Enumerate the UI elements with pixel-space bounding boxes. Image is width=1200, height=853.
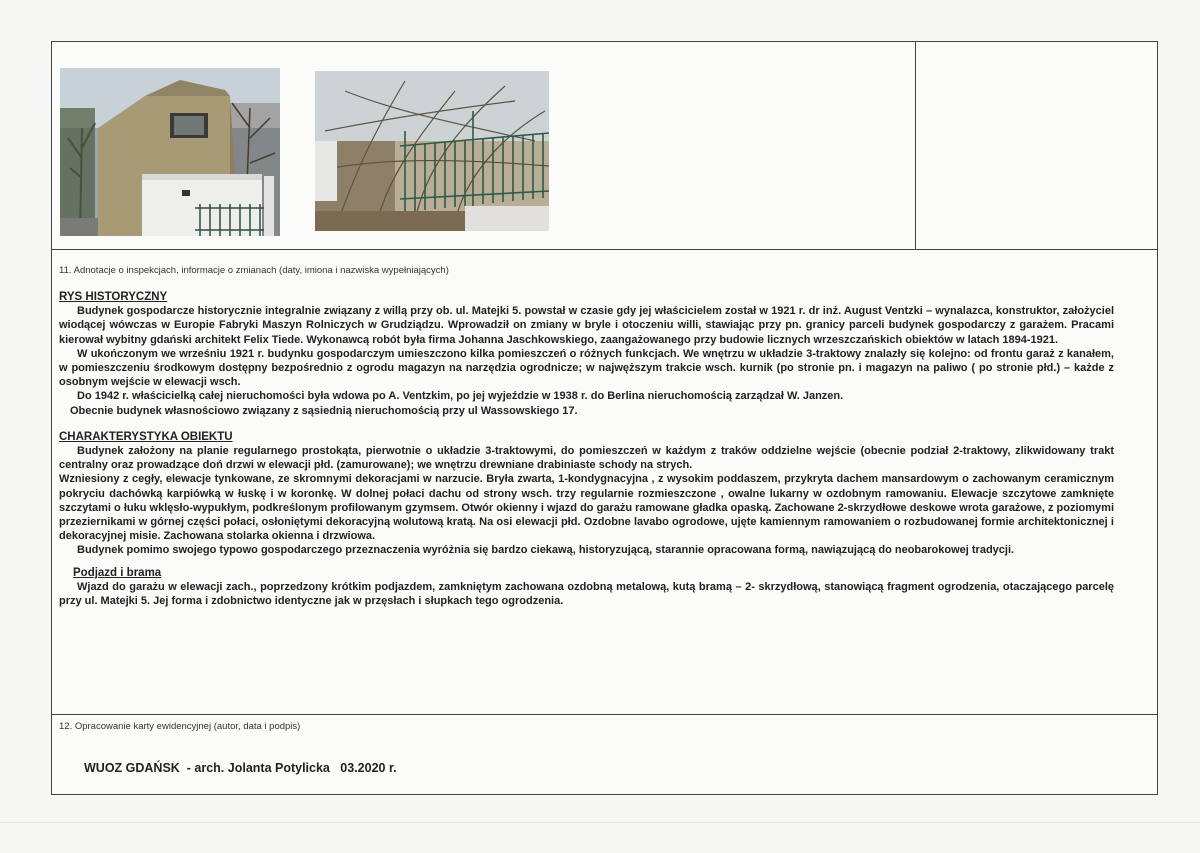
section-11-label: 11. Adnotacje o inspekcjach, informacje o zmianach (daty, imiona i nazwiska wypełniających) [59,265,449,276]
author-signature-line: WUOZ GDAŃSK - arch. Jolanta Potylicka 03.2020 r. [84,761,397,775]
podjazd-brama-heading: Podjazd i brama [73,566,162,579]
section-11-annotations [52,250,1157,715]
rys-paragraph-4: Obecnie budynek własnościowo związany z sąsiednią nieruchomością przy ul Wassowskiego 17. [70,404,578,417]
photo-column-divider [915,42,916,250]
record-card-frame [51,41,1158,795]
photo-metal-fence [315,71,549,231]
charakterystyka-heading: CHARAKTERYSTYKA OBIEKTU [59,430,233,443]
rys-historyczny-heading: RYS HISTORYCZNY [59,291,168,303]
char-paragraph-2: Wzniesiony z cegły, elewacje tynkowane, ze skromnymi dekoracjami w narzucie. Bryła zwarta, 1-kondygnacyjna , z wysokim poddaszem, przykryta dachem mansardowym o zachowanym ceramicznym pokryciu dachówką karpiówką w łuskę i w koronkę. W dolnej połaci dachu od strony wsch. trzy regularnie rozmieszczone , owalne lukarny w ozdobnym ramowaniu. Elewacje szczytowe zamknięte szczytami o łuku wklęsło-wypukłym, podkreślonym profilowanym gzymsem. Otwór okienny i wjazd do garażu ramowane gładka opaską. Zachowane 2-skrzydłowe deskowe wrota garażowe, z poziomymi przeziernikami w górnej części połaci, osłoniętymi dekoracyjną wolutową kratą. Na osi elewacji płd. Ozdobne lavabo ogrodowe, ujęte kamiennym ramowaniem o rozbudowanej formie architektonicznej i dekoracyjnej misie. Zachowana stolarka okienna i drzwiowa. [59,473,1114,543]
brama-paragraph-1: Wjazd do garażu w elewacji zach., poprzedzony krótkim podjazdem, zamkniętym zachowana ozdobną metalową, kutą bramą – 2- skrzydłową, stanowiącą fragment ogrodzenia, otaczającego parcelę przy ul. Matejki 5. Jej forma i zdobnictwo identyczne jak w przęsłach i słupkach tego ogrodzenia. [59,580,1114,608]
char-paragraph-3: Budynek pomimo swojego typowo gospodarczego przeznaczenia wyróżnia się bardzo ciekawą, historyzującą, starannie opracowana formą, nawiązującą do neobarokowej tradycji. [77,544,1015,557]
photo-building-garage [60,68,280,236]
section-12-author [52,715,1157,795]
char-paragraph-1: Budynek założony na planie regularnego prostokąta, pierwotnie o układzie 3-traktowymi, do pomieszczeń w każdym z traków oddzielne wejście (obecnie podział 2-traktowy, zlikwidowany trakt centralny oraz prowadzące doń drzwi w elewacji płd. (zamurowane); we wnętrzu drewniane drabiniaste schody na strych. [59,445,1114,472]
scan-artifact-line [0,822,1200,823]
rys-paragraph-3: Do 1942 r. właścicielką całej nieruchomości była wdowa po A. Ventzkim, po jej wyjeździe w 1938 r. do Berlina nieruchomością zarządzał W. Janzen. [77,390,844,403]
section-12-label: 12. Opracowanie karty ewidencyjnej (autor, data i podpis) [59,721,301,732]
rys-paragraph-2: W ukończonym we wrześniu 1921 r. budynku gospodarczym umieszczono kilka pomieszczeń o różnych funkcjach. We wnętrzu w układzie 3-traktowy znalazły się kolejno: od frontu garaż z kanałem, w pomieszczeniu środkowym dostępny bezpośrednio z ogrodu magazyn na narzędzia ogrodnicze; w najwęższym trakcie wsch. kurnik (po stronie pn. i magazyn na paliwo ( po stronie płd.) – każde z osobnym wejście w elewacji wsch. [59,347,1114,389]
photo-row [52,42,1157,250]
section-11-content [59,290,1114,608]
rys-paragraph-1: Budynek gospodarcze historycznie integralnie związany z willą przy ob. ul. Matejki 5. powstał w czasie gdy jej właścicielem został w 1921 r. dr inż. August Ventzki – wynalazca, konstruktor, założyciel wiodącej wówczas w Europie Fabryki Maszyn Rolniczych w Grudziądzu. Wprowadził on zmiany w bryle i otoczeniu willi, stawiając przy pn. granicy parceli budynek gospodarczy z garażem. Pracami kierował wybitny gdański architekt Felix Tiede. Wykonawcą robót była firma Johanna Jaschkowskiego, zaangażowanego przy budowie licznych wrzeszczańskich obiektów w latach 1894-1921. [59,305,1114,346]
